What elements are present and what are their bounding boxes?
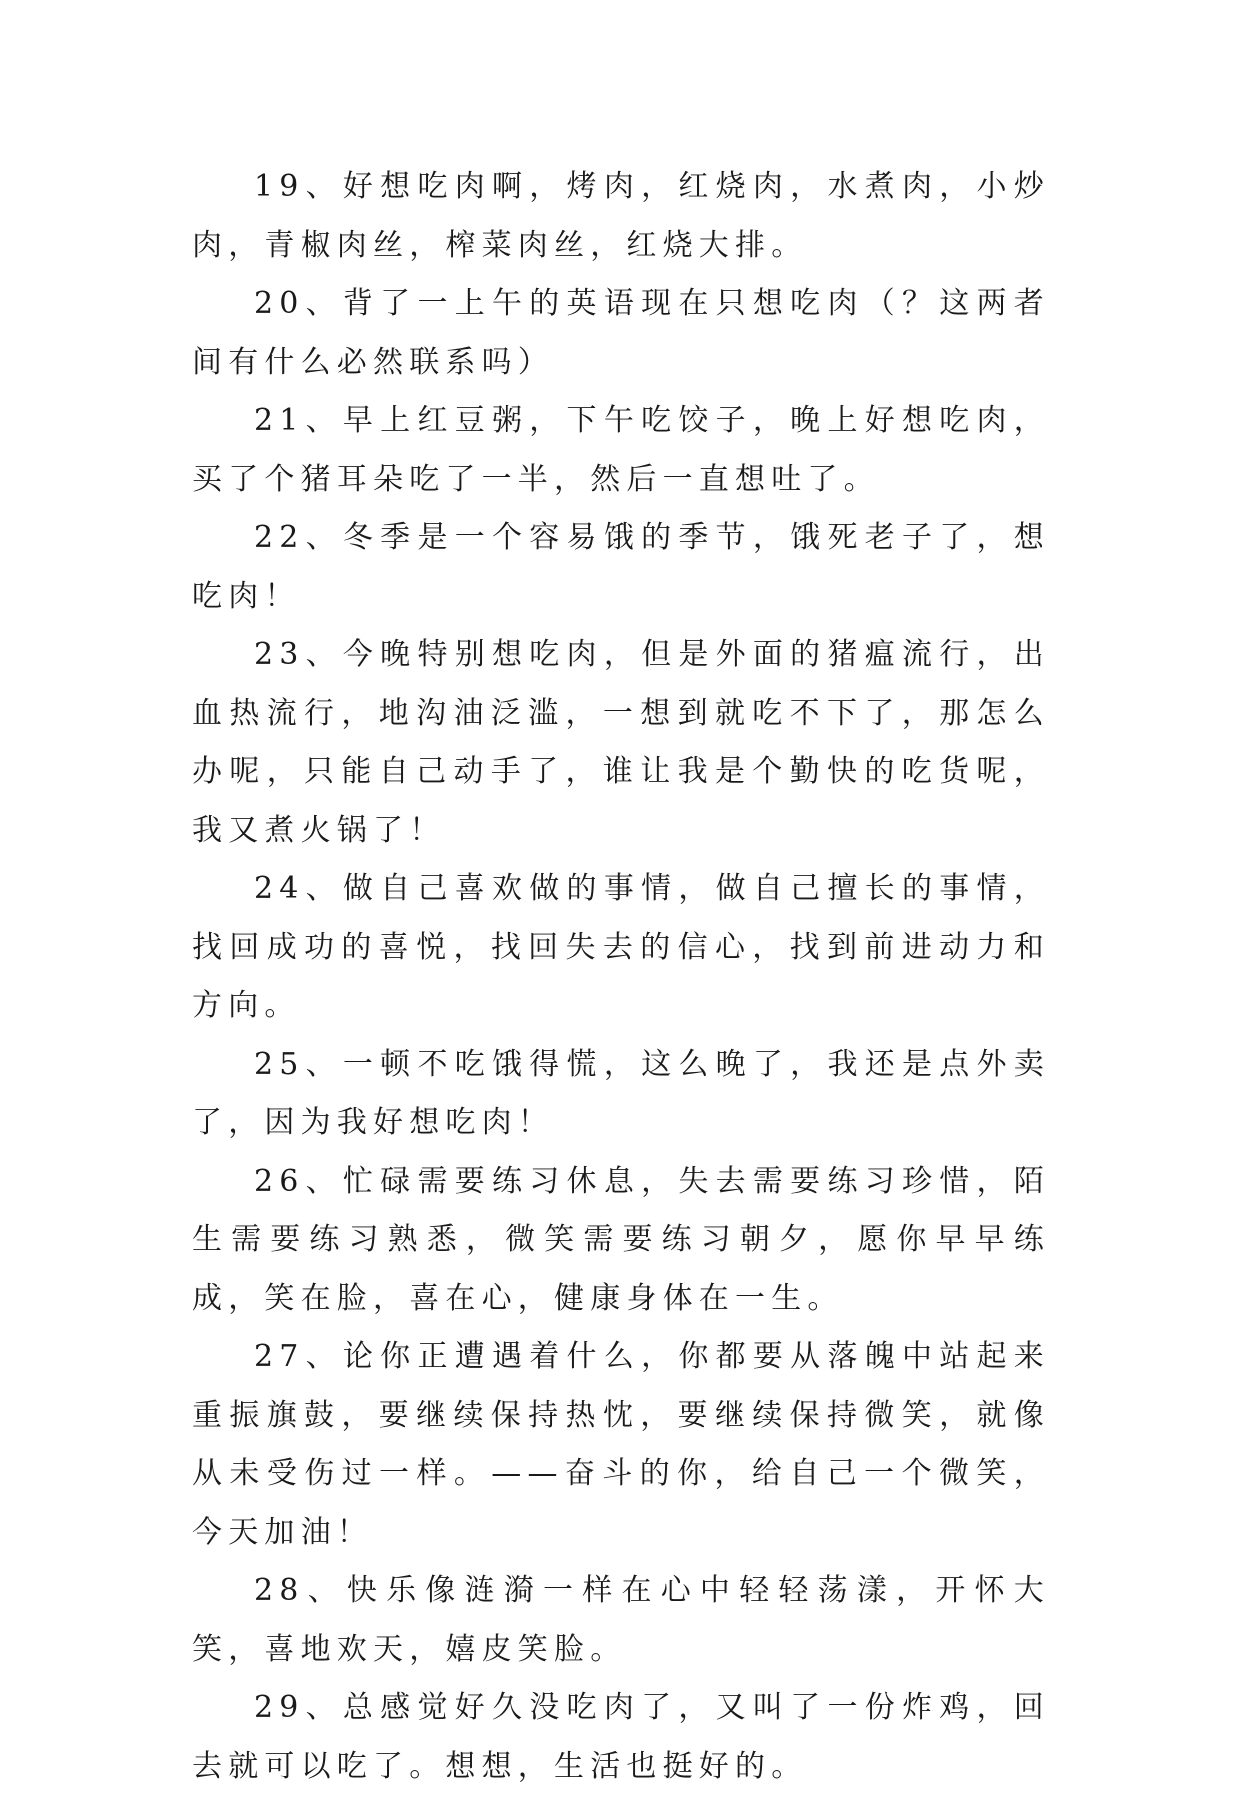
paragraph-20: 20、背了一上午的英语现在只想吃肉（？这两者间有什么必然联系吗） — [192, 286, 1050, 380]
paragraph-22: 22、冬季是一个容易饿的季节，饿死老子了，想吃肉！ — [192, 520, 1050, 614]
paragraph-24: 24、做自己喜欢做的事情，做自己擅长的事情，找回成功的喜悦，找回失去的信心，找到前进动力和方向。 — [192, 871, 1050, 1023]
paragraph-28: 28、快乐像涟漪一样在心中轻轻荡漾，开怀大笑，喜地欢天，嬉皮笑脸。 — [192, 1573, 1050, 1667]
paragraph-25: 25、一顿不吃饿得慌，这么晚了，我还是点外卖了，因为我好想吃肉！ — [192, 1046, 1050, 1140]
paragraph-23: 23、今晚特别想吃肉，但是外面的猪瘟流行，出血热流行，地沟油泛滥，一想到就吃不下了，那怎么办呢，只能自己动手了，谁让我是个勤快的吃货呢，我又煮火锅了！ — [192, 637, 1050, 848]
paragraph-29: 29、总感觉好久没吃肉了，又叫了一份炸鸡，回去就可以吃了。想想，生活也挺好的。 — [192, 1690, 1050, 1784]
paragraph-26: 26、忙碌需要练习休息，失去需要练习珍惜，陌生需要练习熟悉，微笑需要练习朝夕，愿你早早练成，笑在脸，喜在心，健康身体在一生。 — [192, 1163, 1050, 1316]
paragraph-21: 21、早上红豆粥，下午吃饺子，晚上好想吃肉，买了个猪耳朵吃了一半，然后一直想吐了。 — [192, 403, 1050, 497]
paragraph-27: 27、论你正遭遇着什么，你都要从落魄中站起来重振旗鼓，要继续保持热忱，要继续保持微笑，就像从未受伤过一样。——奋斗的你，给自己一个微笑，今天加油！ — [192, 1339, 1050, 1550]
paragraph-19: 19、好想吃肉啊，烤肉，红烧肉，水煮肉，小炒肉，青椒肉丝，榨菜肉丝，红烧大排。 — [192, 169, 1050, 263]
document-body — [192, 158, 1050, 1796]
